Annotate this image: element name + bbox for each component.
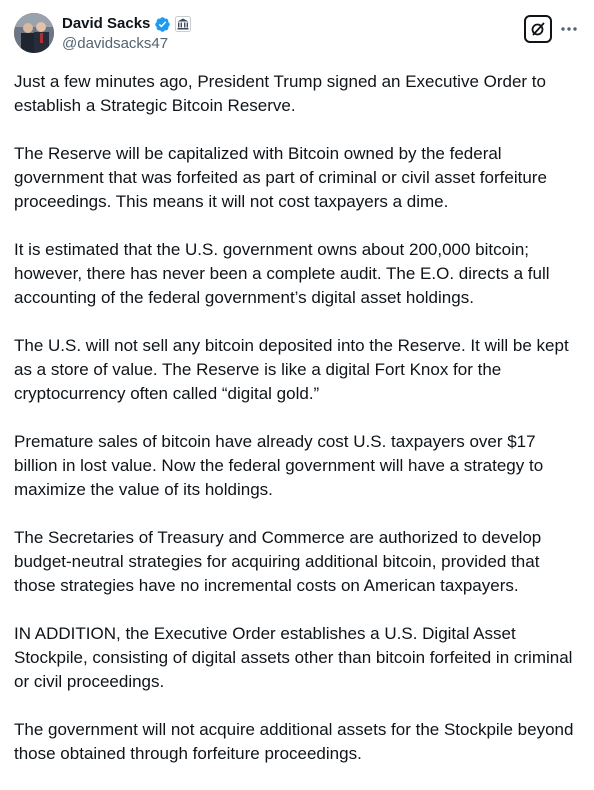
verified-badge-icon[interactable] [154,16,171,33]
tweet-paragraph: The U.S. will not sell any bitcoin deposited into the Reserve. It will be kept as a store of value. The Reserve is like a digital Fort Knox for the cryptocurrency often called “digital gold.” [14,336,569,403]
tweet-paragraph: IN ADDITION, the Executive Order establishes a U.S. Digital Asset Stockpile, consisting of digital assets other than bitcoin forfeited in criminal or civil proceedings. [14,624,573,691]
tweet-paragraph: It is estimated that the U.S. government owns about 200,000 bitcoin; however, there has never been a complete audit. The E.O. directs a full accounting of the federal government’s digital asset holdings. [14,240,550,307]
name-row [62,14,191,34]
tweet-header [14,12,580,56]
avatar-image [14,13,54,53]
tweet-text [14,70,582,790]
tweet-paragraph: The government will not acquire additional assets for the Stockpile beyond those obtained through forfeiture proceedings. [14,720,574,763]
tweet-paragraph: Just a few minutes ago, President Trump signed an Executive Order to establish a Strategic Bitcoin Reserve. [14,72,546,115]
grok-icon [530,21,546,37]
more-options-button[interactable] [558,18,580,40]
avatar[interactable] [14,13,54,53]
tweet-paragraph: The Reserve will be capitalized with Bitcoin owned by the federal government that was forfeited as part of criminal or civil asset forfeiture proceedings. This means it will not cost taxpayers a dime. [14,144,547,211]
more-dots-icon [560,26,578,32]
author-handle[interactable]: @davidsacks47 [62,35,169,52]
tweet-paragraph: Premature sales of bitcoin have already cost U.S. taxpayers over $17 billion in lost value. Now the federal government will have a strategy to maximize the value of its holdings. [14,432,544,499]
author-info [62,14,191,54]
display-name[interactable]: David Sacks [62,15,151,32]
tweet-paragraph: The Secretaries of Treasury and Commerce are authorized to develop budget-neutral strategies for acquiring additional bitcoin, provided that those strategies have no incremental costs on American taxpayers. [14,528,542,595]
government-building-icon[interactable] [175,16,191,32]
grok-button[interactable] [524,15,552,43]
